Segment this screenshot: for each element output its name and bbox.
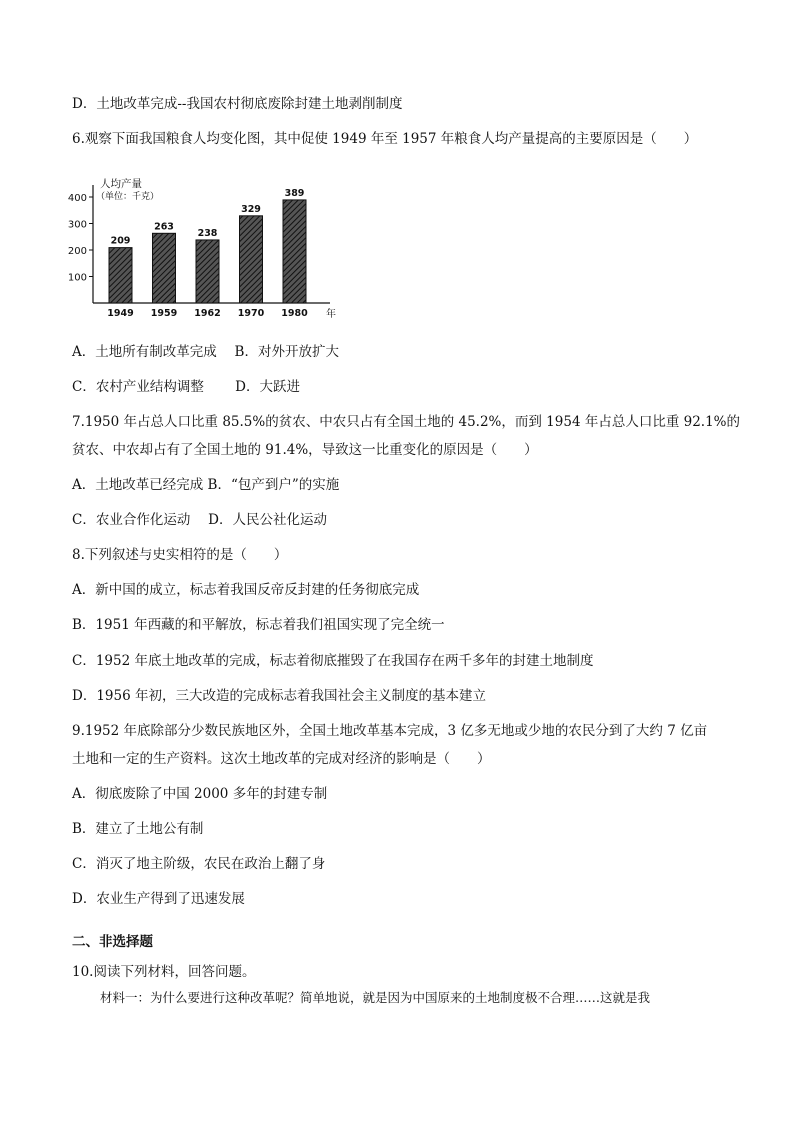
option-b-q8: B．1951 年西藏的和平解放，标志着我们祖国实现了完全统一: [72, 617, 445, 633]
x-tick-label-1959: 1959: [150, 308, 178, 319]
grain-per-capita-chart: [68, 175, 358, 320]
x-tick-label-1980: 1980: [281, 308, 308, 319]
data-label-1949: 209: [110, 235, 131, 247]
data-label-1980: 389: [284, 187, 305, 199]
question-9-line2: 土地和一定的生产资料。这次土地改革的完成对经济的影响是（ ）: [72, 751, 491, 767]
bar-1949: [109, 248, 132, 303]
options-ab-q6: A．土地所有制改革完成 B．对外开放扩大: [72, 344, 339, 360]
option-d-q5: D．土地改革完成--我国农村彻底废除封建土地剥削制度: [72, 96, 403, 112]
data-label-1970: 329: [241, 203, 261, 215]
question-10: 10.阅读下列材料，回答问题。: [72, 964, 256, 980]
data-label-1962: 238: [197, 227, 218, 239]
x-tick-label-1970: 1970: [237, 308, 265, 319]
option-d-q8: D．1956 年初，三大改造的完成标志着我国社会主义制度的基本建立: [72, 688, 486, 704]
question-7-line2: 贫农、中农却占有了全国土地的 91.4%，导致这一比重变化的原因是（ ）: [72, 442, 538, 458]
option-d-q9: D．农业生产得到了迅速发展: [72, 891, 245, 907]
bar-1962: [196, 240, 219, 303]
y-tick-label-1: 200: [68, 246, 87, 257]
material-1: 材料一：为什么要进行这种改革呢？简单地说，就是因为中国原来的土地制度极不合理……这就是我: [100, 990, 651, 1005]
data-label-1959: 263: [154, 221, 174, 233]
question-8: 8.下列叙述与史实相符的是（ ）: [72, 547, 288, 563]
x-tick-label-1962: 1962: [194, 308, 221, 319]
y-tick-label-0: 100: [68, 272, 87, 284]
option-a-q9: A．彻底废除了中国 2000 多年的封建专制: [72, 786, 328, 802]
chart-ylabel: 人均产量: [100, 178, 142, 190]
question-9-line1: 9.1952 年底除部分少数民族地区外，全国土地改革基本完成，3 亿多无地或少地的农民分到了大约 7 亿亩: [72, 723, 708, 739]
bar-1980: [283, 200, 306, 303]
option-c-q9: C．消灭了地主阶级，农民在政治上翻了身: [72, 856, 326, 872]
option-a-q8: A．新中国的成立，标志着我国反帝反封建的任务彻底完成: [72, 582, 420, 598]
question-7-line1: 7.1950 年占总人口比重 85.5%的贫农、中农只占有全国土地的 45.2%，而到 1954 年占总人口比重 92.1%的: [72, 414, 740, 430]
option-c-q8: C．1952 年底土地改革的完成，标志着彻底摧毁了在我国存在两千多年的封建土地制度: [72, 653, 594, 669]
chart-xlabel: 年: [326, 309, 336, 320]
option-b-q9: B．建立了土地公有制: [72, 821, 204, 837]
options-cd-q7: C．农业合作化运动 D．人民公社化运动: [72, 512, 327, 528]
chart-yunit: （单位：千克）: [96, 192, 160, 202]
x-tick-label-1949: 1949: [107, 308, 134, 319]
y-tick-label-3: 400: [68, 193, 87, 204]
bar-1970: [240, 216, 263, 303]
question-6: 6.观察下面我国粮食人均变化图，其中促使 1949 年至 1957 年粮食人均产量提高的主要原因是（ ）: [72, 131, 698, 147]
section-heading: 二、非选择题: [72, 934, 153, 950]
y-tick-label-2: 300: [68, 219, 87, 231]
options-ab-q7: A．土地改革已经完成 B．“包产到户”的实施: [72, 477, 340, 493]
options-cd-q6: C．农村产业结构调整 D．大跃进: [72, 379, 300, 395]
bar-1959: [153, 233, 176, 303]
